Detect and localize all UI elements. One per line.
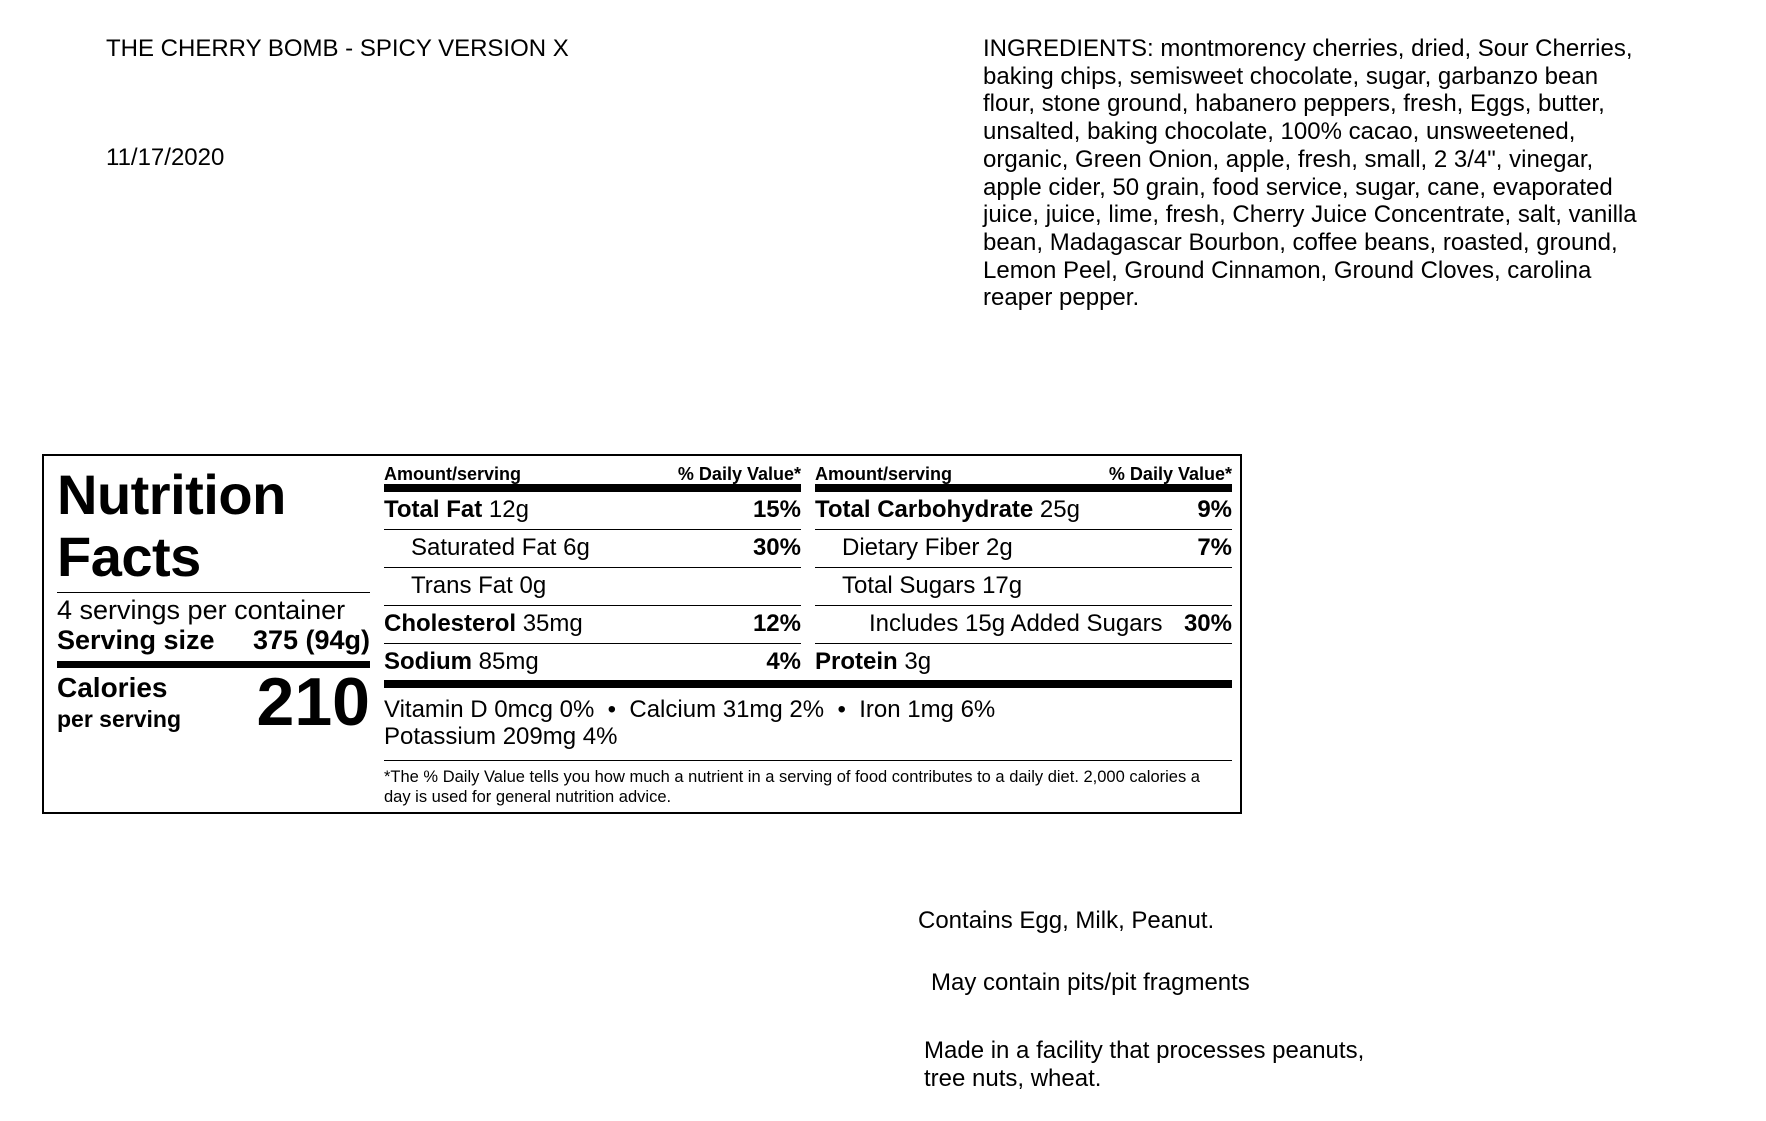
nutrient-amount: 25g [1039,496,1080,523]
daily-value-footnote: *The % Daily Value tells you how much a nutrient in a serving of food contributes to a daily diet. 2,000 calories a day is used for general nutrition advice. [384,768,1200,806]
nutrient-dv: 7% [1197,534,1232,561]
nutrient-amount: 3g [904,648,932,675]
amount-header: Amount/serving [384,464,522,484]
divider-thick [384,484,801,492]
nutrient-row [815,606,1232,644]
nutrient-dv: 30% [1183,610,1232,637]
dv-header: % Daily Value* [1108,464,1232,484]
nutrient-row [815,492,1232,530]
label-date: 11/17/2020 [106,144,225,171]
nutrient-row [815,530,1232,568]
nutrient-dv: 4% [766,648,801,675]
nutrient-name: Total Fat [384,496,483,523]
facility-warning: Made in a facility that processes peanuts, tree nuts, wheat. [924,1037,1365,1092]
nutrient-row [384,606,801,644]
servings-per-container: 4 servings per container [57,595,346,625]
vitamins-minerals [384,696,1232,750]
nutrient-amount: 85mg [478,648,539,675]
nutrition-title-line1: Nutrition [57,463,286,526]
nutrient-row [815,644,1232,680]
nutrient-row [384,568,801,606]
divider-thick [384,680,1232,688]
nutrition-facts-panel [42,454,1242,814]
nutrient-name: Protein [815,648,898,675]
divider [384,760,1232,761]
allergen-statement: Contains Egg, Milk, Peanut. [918,907,1215,934]
nutrient-amount: 35mg [522,610,583,637]
amount-header: Amount/serving [815,464,953,484]
nutrient-name: Sodium [384,648,472,675]
nutrient-name: Saturated Fat [411,534,557,561]
pits-warning: May contain pits/pit fragments [931,969,1250,996]
nutrient-amount: 17g [982,572,1023,599]
nutrient-dv: 12% [752,610,801,637]
calories-sub: per serving [57,706,181,732]
nutrient-name: Total Sugars [842,572,976,599]
nutrient-dv: 15% [752,496,801,523]
nutrient-name: Dietary Fiber [842,534,980,561]
nutrient-amount: 2g [986,534,1013,561]
column-header [384,462,801,484]
nutrient-name: Includes 15g Added Sugars [869,610,1163,637]
vitamins-line-2: Potassium 209mg 4% [384,723,618,750]
nutrient-row [815,568,1232,606]
serving-size-label: Serving size [57,625,215,655]
serving-size [57,625,370,655]
calories-value: 210 [256,664,370,740]
nutrient-name: Total Carbohydrate [815,496,1034,523]
nutrient-name: Cholesterol [384,610,517,637]
nutrition-summary [57,464,370,738]
nutrient-column-left [384,462,801,680]
calories-block [57,664,370,740]
nutrient-dv: 9% [1197,496,1232,523]
vitamins-line-1: Vitamin D 0mcg 0% • Calcium 31mg 2% • Iron 1mg 6% [384,696,996,723]
nutrient-amount: 6g [563,534,590,561]
nutrient-row [384,530,801,568]
divider-thick [815,484,1232,492]
nutrient-amount: 0g [519,572,547,599]
nutrition-title-line2: Facts [57,525,201,588]
nutrient-name: Trans Fat [411,572,513,599]
column-header [815,462,1232,484]
nutrient-column-right [815,462,1232,680]
serving-size-value: 375 (94g) [252,625,370,655]
product-name: THE CHERRY BOMB - SPICY VERSION X [106,35,569,62]
nutrient-row [384,644,801,680]
nutrient-amount: 12g [488,496,529,523]
nutrient-row [384,492,801,530]
calories-label: Calories [57,672,168,703]
dv-header: % Daily Value* [677,464,801,484]
nutrient-dv: 30% [752,534,801,561]
ingredients-list: INGREDIENTS: montmorency cherries, dried, Sour Cherries, baking chips, semisweet chocolate, sugar, garbanzo bean flour, stone ground, habanero peppers, fresh, Eggs, butter, unsalted, baking chocolate, 100% cacao, unsweetened, organic, Green Onion, apple, fresh, small, 2 3/4", vinegar, apple cider, 50 grain, food service, sugar, cane, evaporated juice, juice, lime, fresh, Cherry Juice Concentrate, salt, vanilla bean, Madagascar Bourbon, coffee beans, roasted, ground, Lemon Peel, Ground Cinnamon, Ground Cloves, carolina reaper pepper. [983,35,1637,312]
divider [57,592,370,593]
